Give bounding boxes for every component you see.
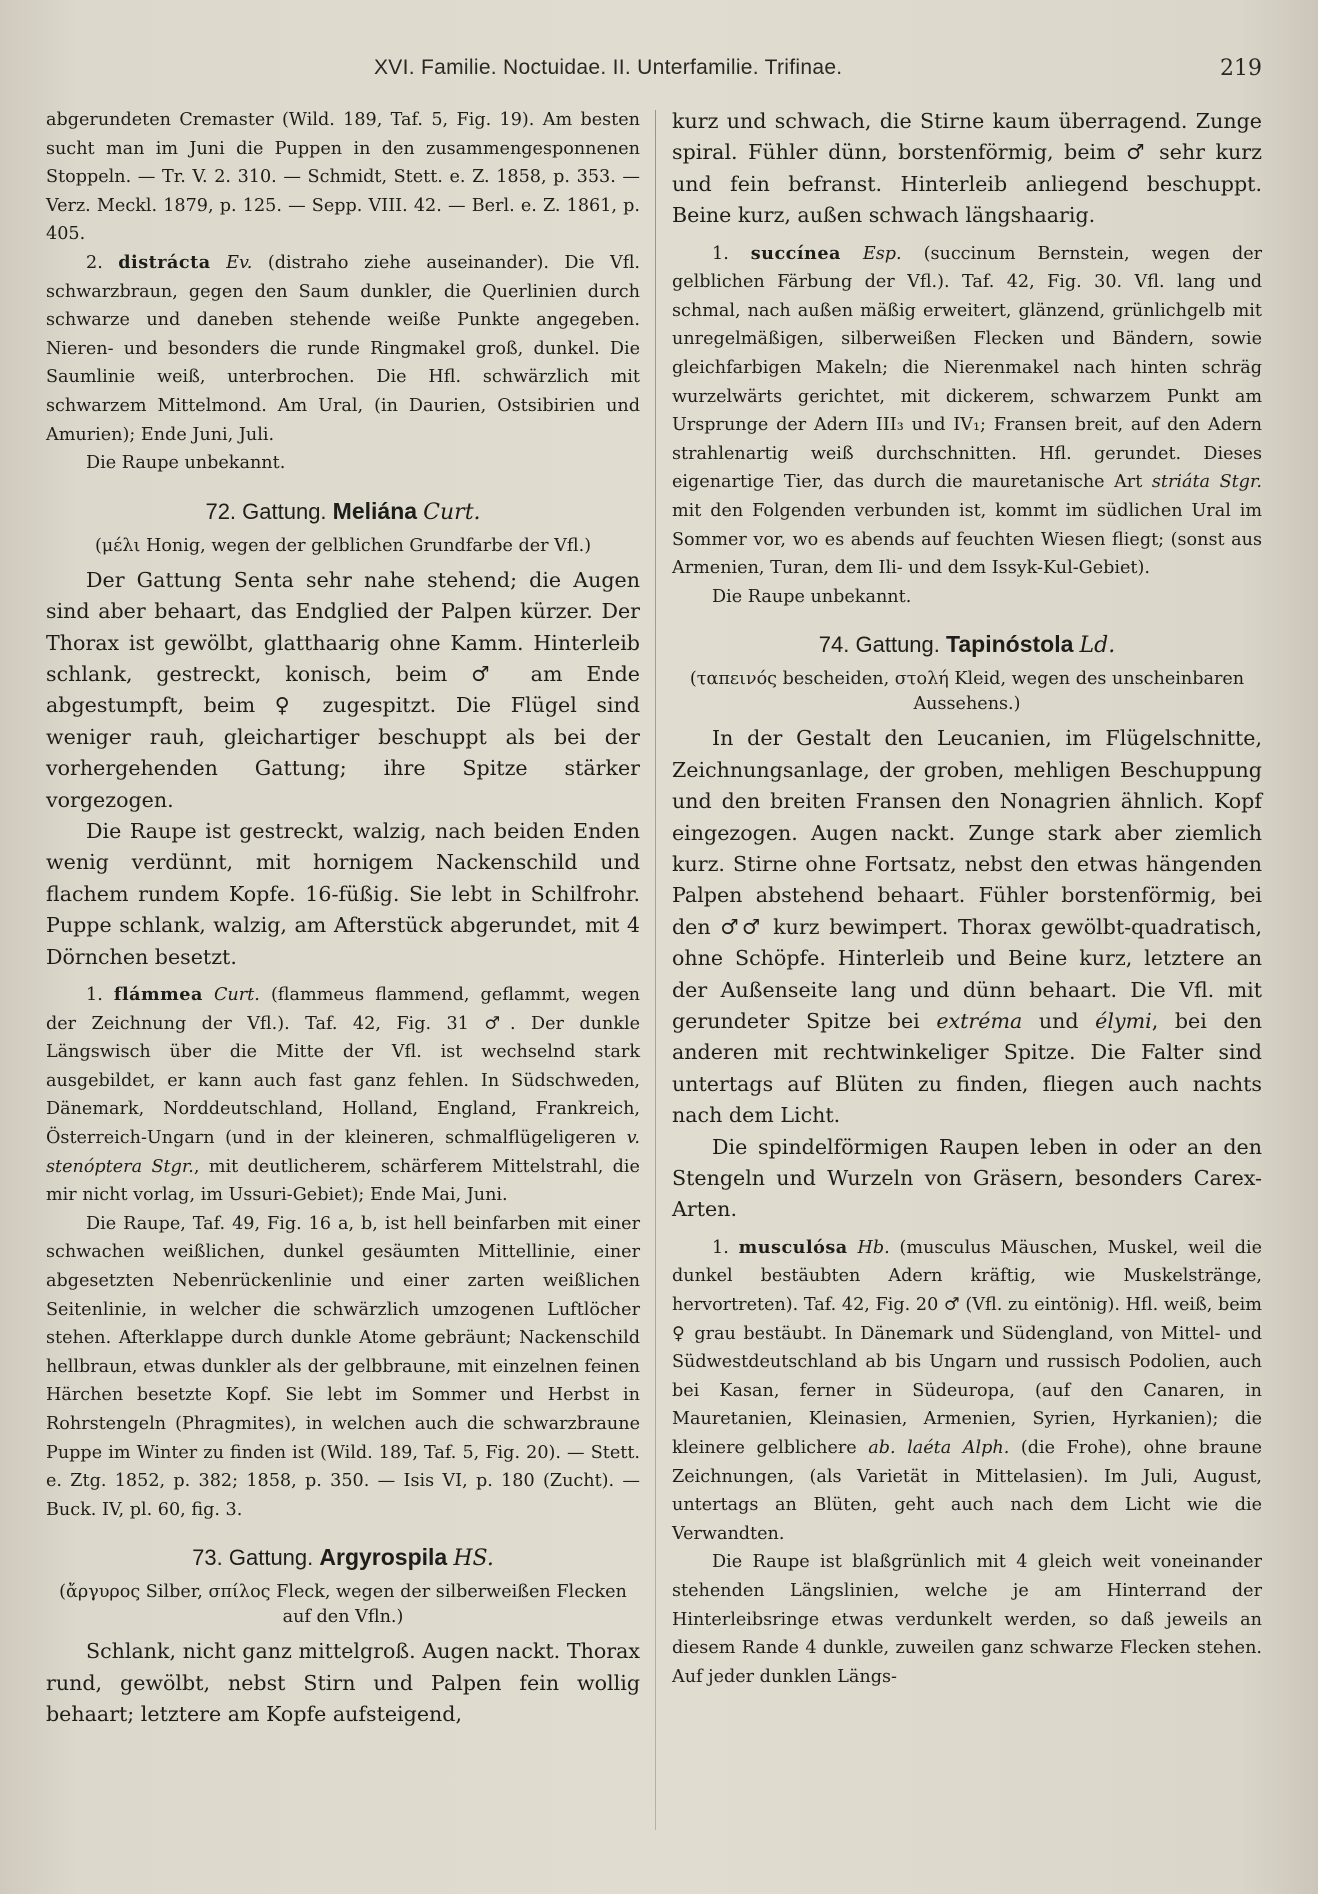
raupe-description: Die Raupe, Taf. 49, Fig. 16 a, b, ist hell beinfarben mit einer schwachen weißlichen, dunkel gesäumten Mittellinie, einer abgesetzten Nebenrückenlinie und einer zarten weißlichen Seitenlinie, in welcher die schwärzlich umzogenen Luftlöcher stehen. Afterklappe durch dunkle Atome gebräunt; Nackenschild hellbraun, etwas dunkler als der gelbbraune, mit einzelnen feinen Härchen besetzte Kopf. Sie lebt im Sommer und Herbst in Rohrstengeln (Phragmites), in welchen auch die schwarzbraune Puppe im Winter zu finden ist (Wild. 189, Taf. 5, Fig. 20). — Stett. e. Ztg. 1852, p. 382; 1858, p. 350. — Isis VI, p. 180 (Zucht). — Buck. IV, pl. 60, fig. 3.	[46, 1213, 640, 1520]
species-name: flámmea	[113, 984, 203, 1005]
genus-name: Tapinóstola	[946, 631, 1074, 658]
raupe-note: Die Raupe unbekannt.	[712, 586, 912, 607]
genus-heading-72: 72. Gattung. Meliána Curt.	[205, 497, 481, 525]
genus-author: Ld.	[1079, 633, 1116, 659]
species-entry-flammea: 1. flámmea Curt. (flammeus flammend, geflammt, wegen der Zeichnung der Vfl.). Taf. 42, Fig. 31 ♂. Der dunkle Längswisch über die Mitte der Vfl. ist wechselnd stark ausgebildet, er kann auch fast ganz fehlen. In Südschweden, Dänemark, Norddeutschland, Holland, England, Frankreich, Österreich-Ungarn (und in der kleineren, schmalflügeligeren v. stenóptera Stgr., mit deutlicherem, schärferem Mittelstrahl, die mir nicht vorlag, im Ussuri-Gebiet); Ende Mai, Juni.	[46, 984, 641, 1206]
species-name: succínea	[750, 242, 841, 264]
species-entry-distracta: 2. distrácta Ev. (distraho ziehe auseinander). Die Vfl. schwarzbraun, gegen den Saum dunkler, die Querlinien durch schwarze und daneben stehende weiße Punkte angegeben. Nieren- und besonders die runde Ringmakel groß, dunkel. Die Saumlinie weiß, unterbrochen. Die Hfl. schwärzlich mit schwarzem Mittelmond. Am Ural, (in Daurien, Ostsibirien und Amurien); Ende Juni, Juli.	[46, 251, 641, 445]
raupe-description: Die Raupe ist blaßgrünlich mit 4 gleich weit voneinander stehenden Längslinien, welche je am Hinterrand der Hinterleibsringe etwas verdunkelt werden, so daß jeweils an diesem Rande 4 dunkle, zuweilen ganz schwarze Flecken stehen. Auf jeder dunklen Längs-	[672, 1552, 1262, 1687]
column-divider	[655, 110, 656, 1830]
species-entry-succinea: 1. succínea Esp. (succinum Bernstein, wegen der gelblichen Färbung der Vfl.). Taf. 42, Fig. 30. Vfl. lang und schmal, nach außen mäßig erweitert, glänzend, grünlichgelb mit unregelmäßigen, silberweißen Flecken und Bändern, sowie gleichfarbigen Makeln; die Nierenmakel nach hinten schräg wurzelwärts gerichtet, mit dickerem, schwarzem Punkt am Ursprunge der Adern III₃ und IV₁; Fransen breit, auf den Adern strahlenartig weiß durchschnitten. Hfl. gerundet. Dieses eigenartige Tier, das durch die mauretanische Art striáta Stgr. mit den Folgenden verbunden ist, kommt im südlichen Ural im Sommer vor, wo es abends auf feuchten Wiesen fliegt; (sonst aus Armenien, Turan, dem Ili- und dem Issyk-Kul-Gebiet).	[672, 242, 1263, 579]
genus-etymology: (ταπεινός bescheiden, στολή Kleid, wegen des unscheinbaren Aussehens.)	[689, 669, 1245, 715]
genus-name: Argyrospila	[319, 1544, 448, 1571]
right-column	[672, 106, 1262, 1691]
genus-description: Schlank, nicht ganz mittelgroß. Augen nackt. Thorax rund, gewölbt, nebst Stirn und Palpen fein wollig behaart; letztere am Kopfe aufsteigend,	[46, 1639, 640, 1727]
running-head: XVI. Familie. Noctuidae. II. Unterfamilie. Trifinae.	[374, 56, 843, 79]
genus-etymology: (ἄργυρος Silber, σπίλος Fleck, wegen der silberweißen Flecken auf den Vfln.)	[59, 1582, 627, 1628]
genus-larva-description: Die spindelförmigen Raupen leben in oder an den Stengeln und Wurzeln von Gräsern, besonders Carex-Arten.	[672, 1134, 1262, 1222]
page-number: 219	[1220, 56, 1262, 81]
species-author: Ev.	[226, 252, 253, 273]
genus-author: Curt.	[423, 499, 481, 525]
genus-description: Der Gattung Senta sehr nahe stehend; die Augen sind aber behaart, das Endglied der Palpen kürzer. Der Thorax ist gewölbt, glatthaarig ohne Kamm. Hinterleib schlank, gestreckt, konisch, beim ♂ am Ende abgestumpft, beim ♀ zugespitzt. Die Flügel sind weniger rauh, gleichartiger beschuppt als bei der vorhergehenden Gattung; ihre Spitze stärker vorgezogen.	[46, 567, 640, 812]
genus-heading-74: 74. Gattung. Tapinóstola Ld.	[818, 631, 1116, 659]
raupe-note: Die Raupe unbekannt.	[86, 453, 286, 474]
species-author: Esp.	[862, 243, 902, 264]
aberration-name: ab. laéta Alph.	[868, 1438, 1010, 1458]
left-column	[46, 106, 640, 1731]
genus-description: In der Gestalt den Leucanien, im Flügelschnitte, Zeichnungsanlage, der groben, mehligen Beschuppung und den breiten Fransen den Nonagrien ähnlich. Kopf eingezogen. Augen nackt. Zunge stark aber ziemlich kurz. Stirne ohne Fortsatz, nebst den etwas hängenden Palpen abstehend behaart. Fühler borstenförmig, bei den ♂♂ kurz bewimpert. Thorax gewölbt-quadratisch, ohne Schöpfe. Hinterleib und Beine kurz, letztere an der Außenseite lang und dünn behaart. Die Vfl. mit gerundeter Spitze bei extréma und élymi, bei den anderen mit rechtwinkeliger Spitze. Die Falter sind untertags auf Blüten zu finden, fliegen auch nachts nach dem Licht.	[672, 726, 1263, 1128]
genus-name: Meliána	[332, 497, 418, 524]
genus-heading-73: 73. Gattung. Argyrospila HS.	[192, 1544, 494, 1572]
page-header	[48, 56, 1262, 88]
species-name: distrácta	[118, 251, 211, 273]
variety-name: v. stenóptera Stgr.	[46, 1127, 641, 1177]
species-author: Curt.	[213, 985, 260, 1005]
genus-author: HS.	[453, 1546, 494, 1572]
continued-paragraph: abgerundeten Cremaster (Wild. 189, Taf. 5, Fig. 19). Am besten sucht man im Juni die Puppen in den zusammengesponnenen Stoppeln. — Tr. V. 2. 310. — Schmidt, Stett. e. Z. 1858, p. 353. — Verz. Meckl. 1879, p. 125. — Sepp. VIII. 42. — Berl. e. Z. 1861, p. 405.	[46, 110, 640, 245]
genus-etymology: (μέλι Honig, wegen der gelblichen Grundfarbe der Vfl.)	[94, 535, 592, 556]
genus-larva-description: Die Raupe ist gestreckt, walzig, nach beiden Enden wenig verdünnt, mit hornigem Nackenschild und flachem rundem Kopfe. 16-füßig. Sie lebt in Schilfrohr. Puppe schlank, walzig, am Afterstück abgerundet, mit 4 Dörnchen besetzt.	[46, 818, 640, 969]
species-reference: striáta Stgr.	[1151, 472, 1263, 493]
continued-paragraph: kurz und schwach, die Stirne kaum überragend. Zunge spiral. Fühler dünn, borstenförmig, beim ♂ sehr kurz und fein befranst. Hinterleib anliegend beschuppt. Beine kurz, außen schwach längshaarig.	[672, 109, 1262, 228]
species-name: musculósa	[738, 1236, 848, 1258]
species-entry-musculosa: 1. musculósa Hb. (musculus Mäuschen, Muskel, weil die dunkel bestäubten Adern kräftig, wie Muskelstränge, hervortreten). Taf. 42, Fig. 20 ♂ (Vfl. zu eintönig). Hfl. weiß, beim ♀ grau bestäubt. In Dänemark und Südengland, von Mittel- und Südwestdeutschland ab bis Ungarn und russisch Podolien, auch bei Kasan, ferner in Südeuropa, (auf den Canaren, in Mauretanien, Kleinasien, Armenien, Syrien, Hyrkanien); die kleinere gelblichere ab. laéta Alph. (die Frohe), ohne braune Zeichnungen, (als Varietät in Mittelasien). Im Juli, August, untertags an Blüten, geht auch nach dem Licht wie die Verwandten.	[672, 1236, 1263, 1544]
species-author: Hb.	[857, 1237, 890, 1258]
